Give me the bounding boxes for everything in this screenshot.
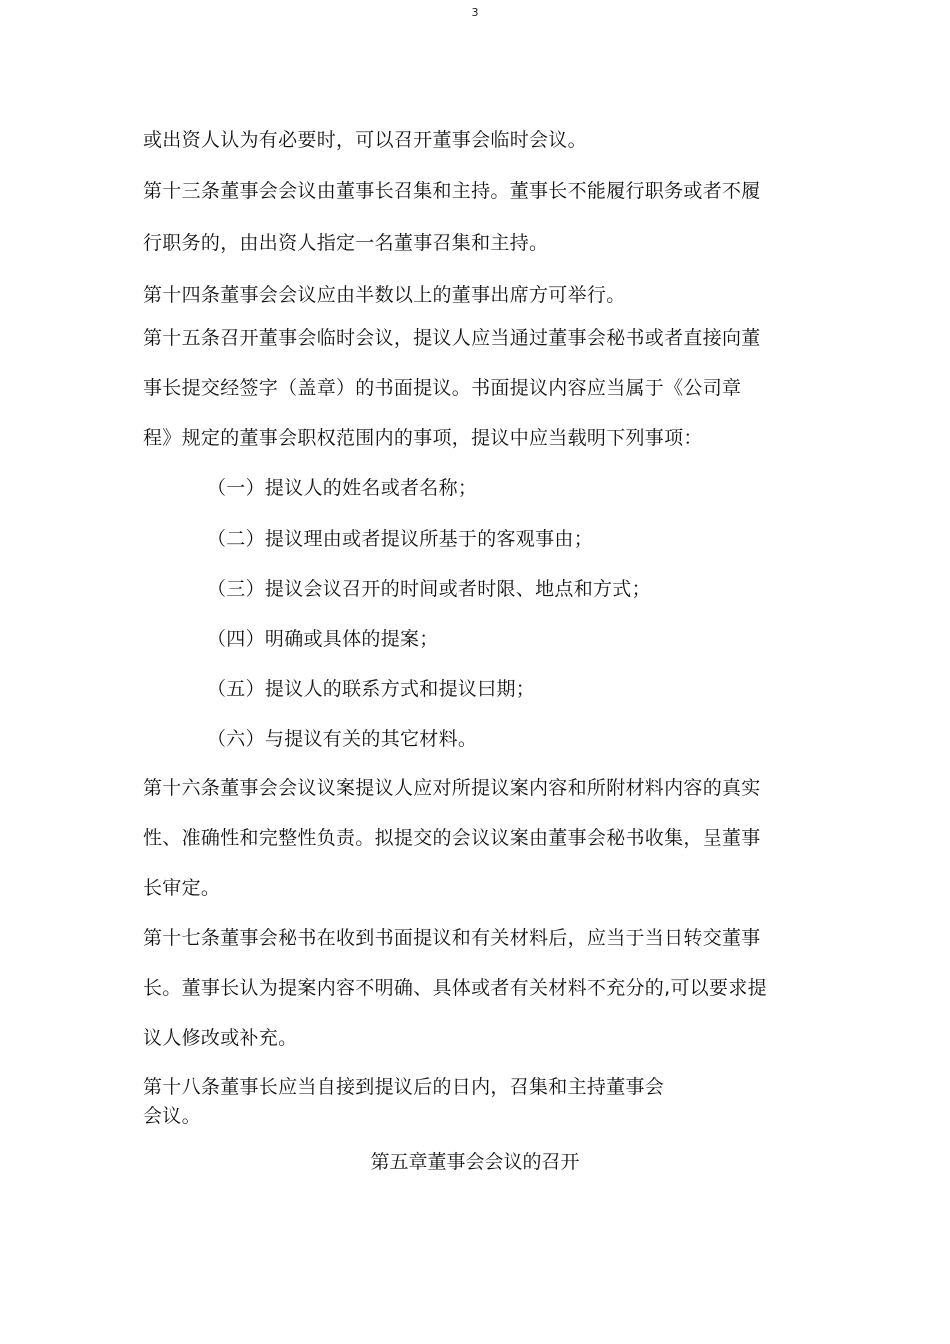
- paragraph-line: 或出资人认为有必要时，可以召开董事会临时会议。: [143, 129, 587, 151]
- list-item: （二）提议理由或者提议所基于的客观事由；: [207, 528, 594, 550]
- paragraph-line: 会议。: [143, 1105, 201, 1127]
- list-item: （一）提议人的姓名或者名称；: [207, 477, 478, 499]
- paragraph-line: 第十六条董事会会议议案提议人应对所提议案内容和所附材料内容的真实: [143, 777, 761, 799]
- paragraph-line: 事长提交经签字（盖章）的书面提议。书面提议内容应当属于《公司章: [143, 377, 742, 399]
- list-item: （三）提议会议召开的时间或者时限、地点和方式；: [207, 578, 651, 600]
- paragraph-line: 第十四条董事会会议应由半数以上的董事出席方可举行。: [143, 284, 626, 306]
- chapter-heading: 第五章董事会会议的召开: [370, 1151, 580, 1173]
- paragraph-line: 第十五条召开董事会临时会议，提议人应当通过董事会秘书或者直接向董: [143, 327, 761, 349]
- list-item: （四）明确或具体的提案；: [207, 628, 439, 650]
- paragraph-line: 长审定。: [143, 877, 221, 899]
- paragraph-line: 程》规定的董事会职权范围内的事项，提议中应当载明下列事项：: [143, 427, 703, 449]
- list-item: （五）提议人的联系方式和提议曰期；: [207, 678, 536, 700]
- paragraph-line: 第十八条董事长应当自接到提议后的日内，召集和主持董事会: [143, 1076, 665, 1098]
- paragraph-line: 第十七条董事会秘书在收到书面提议和有关材料后，应当于当日转交董事: [143, 927, 761, 949]
- list-item: （六）与提议有关的其它材料。: [207, 728, 478, 750]
- paragraph-line: 性、准确性和完整性负责。拟提交的会议议案由董事会秘书收集，呈董事: [143, 827, 761, 849]
- paragraph-line: 第十三条董事会会议由董事长召集和主持。董事长不能履行职务或者不履: [143, 180, 761, 202]
- page-number: 3: [471, 6, 479, 19]
- paragraph-line: 行职务的，由出资人指定一名董事召集和主持。: [143, 232, 549, 254]
- paragraph-line: 议人修改或补充。: [143, 1027, 298, 1049]
- paragraph-line: 长。董事长认为提案内容不明确、具体或者有关材料不充分的,可以要求提: [143, 977, 767, 999]
